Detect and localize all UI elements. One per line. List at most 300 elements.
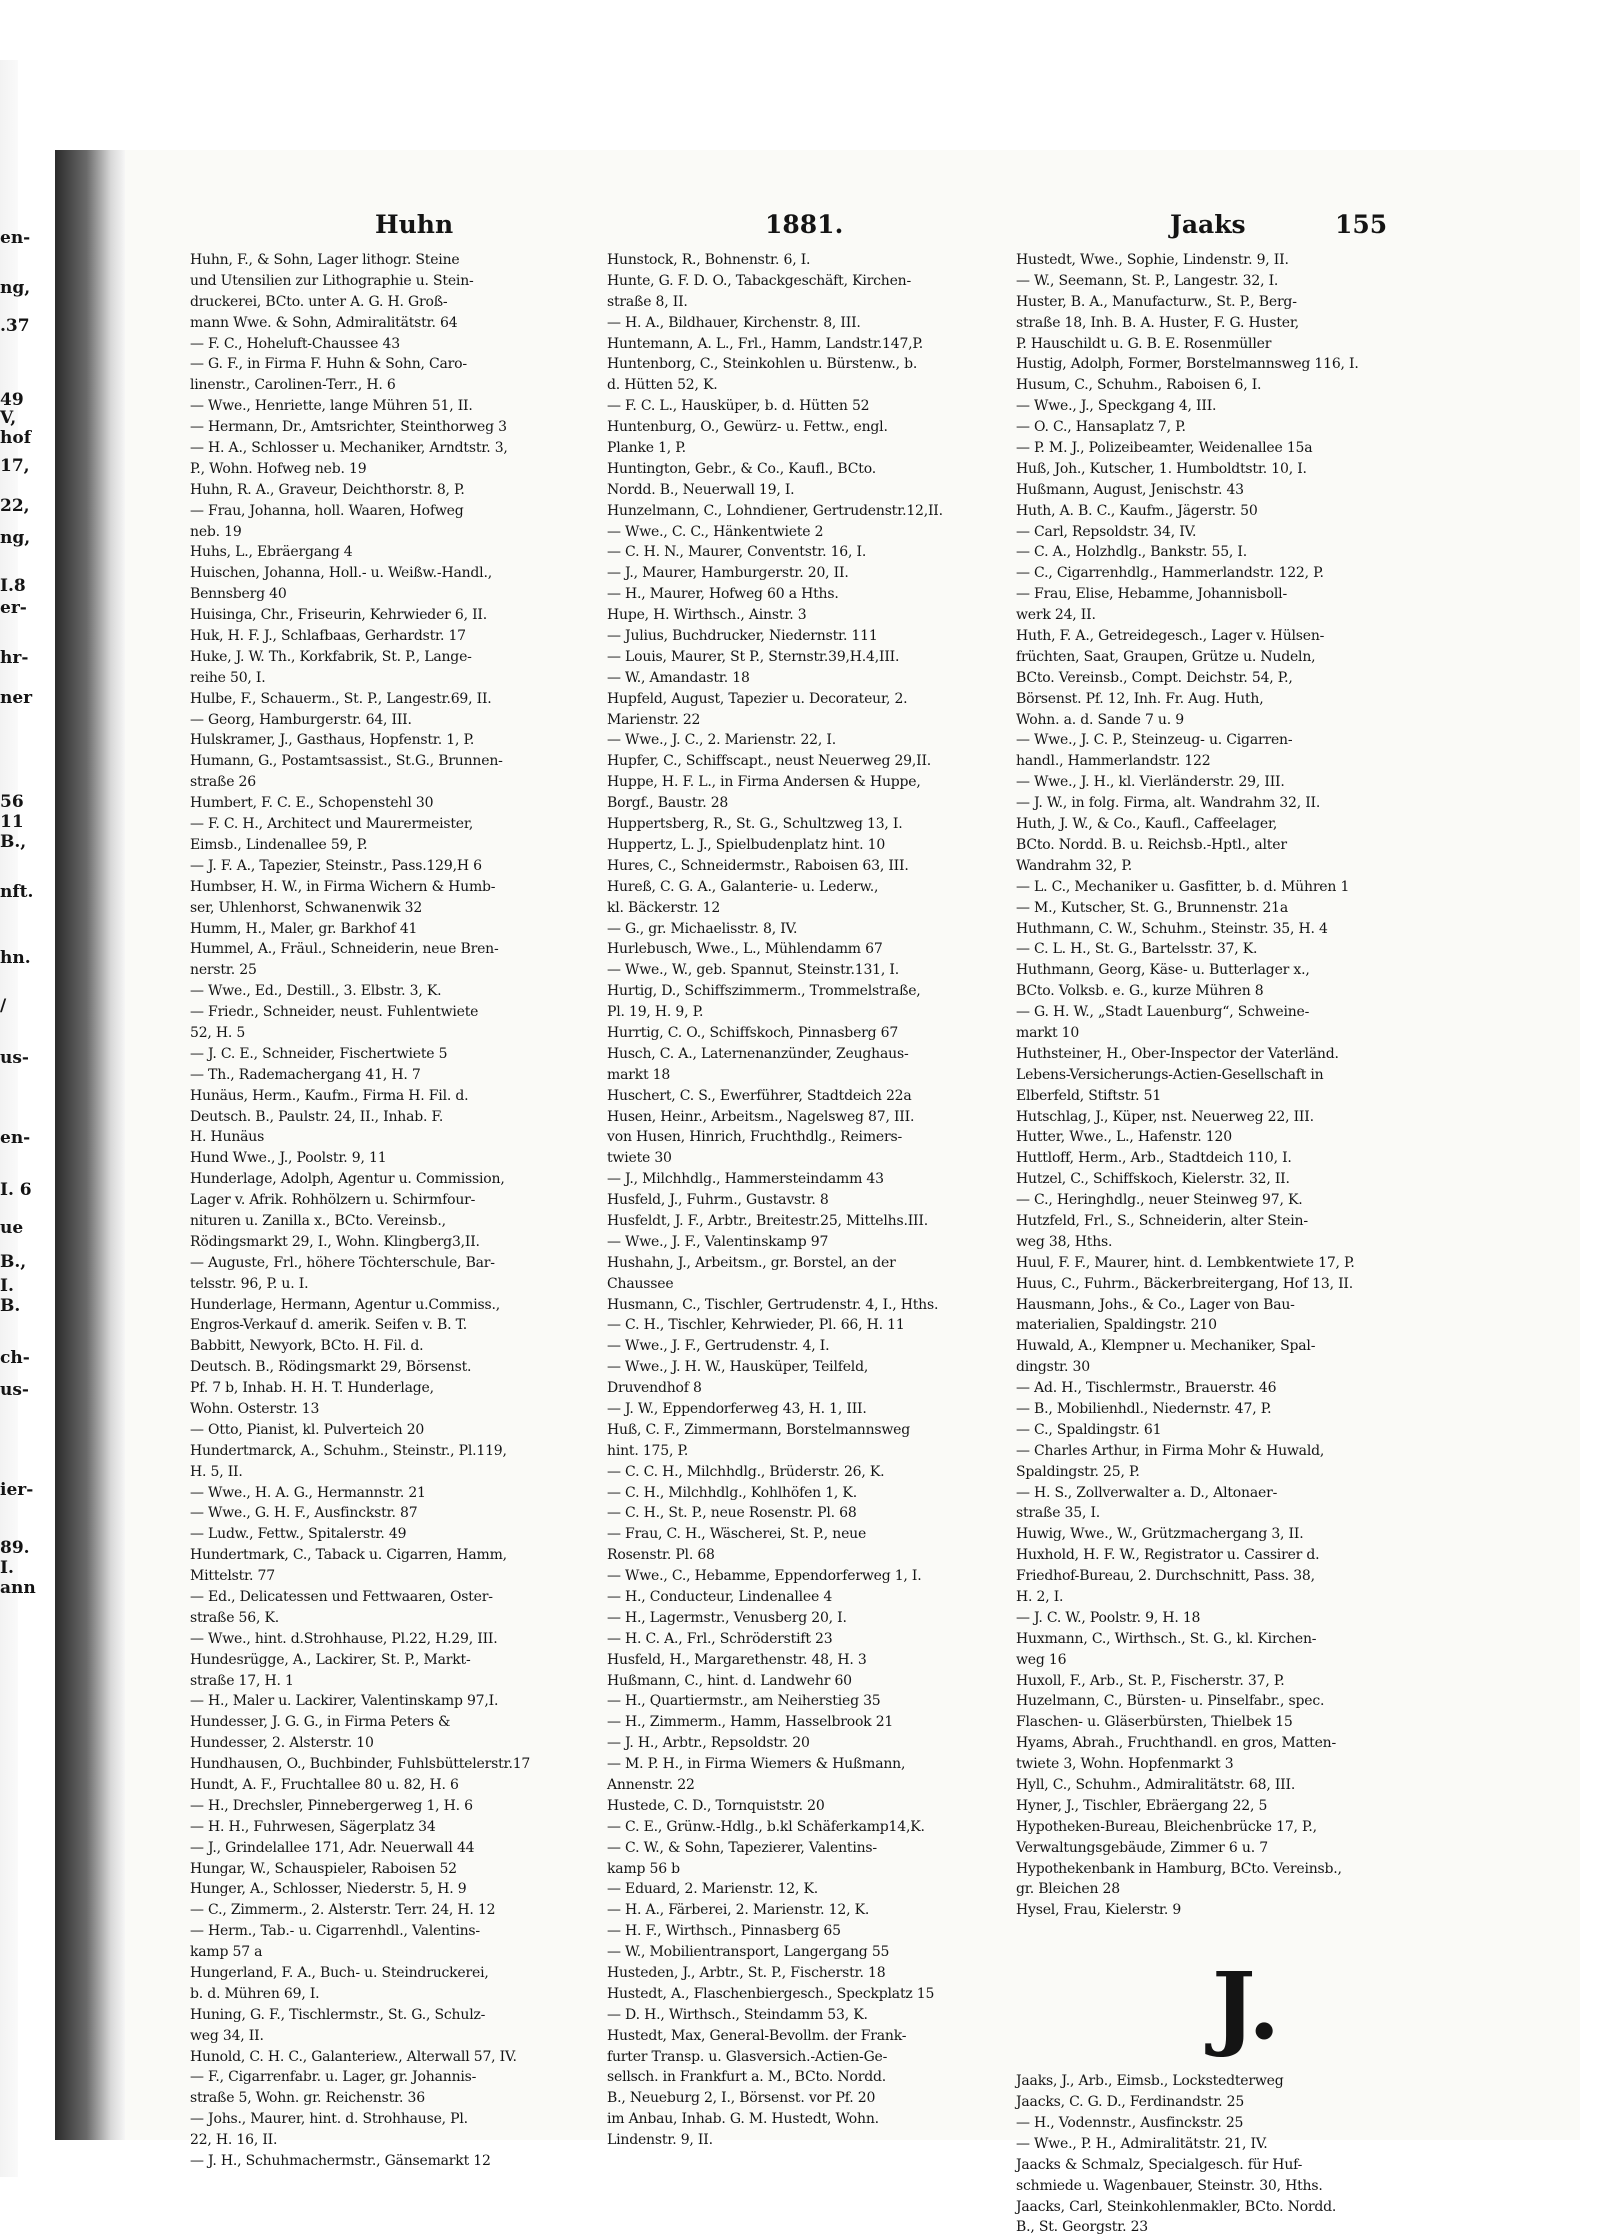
directory-entry-line: P., Wohn. Hofweg neb. 19 (190, 460, 367, 477)
directory-entry-line: Wohn. Osterstr. 13 (190, 1400, 320, 1417)
directory-entry-line: — J. C. E., Schneider, Fischertwiete 5 (190, 1045, 448, 1062)
directory-entry-line: Deutsch. B., Paulstr. 24, II., Inhab. F. (190, 1108, 444, 1125)
directory-entry-line: straße 5, Wohn. gr. Reichenstr. 36 (190, 2090, 425, 2107)
directory-entry-line: Hushahn, J., Arbeitsm., gr. Borstel, an der (607, 1254, 896, 1271)
directory-entry-line: BCto. Vereinsb., Compt. Deichstr. 54, P., (1016, 669, 1293, 686)
directory-entry-line: — H., Vodennstr., Ausfinckstr. 25 (1016, 2115, 1244, 2132)
directory-entry-line: Huttloff, Herm., Arb., Stadtdeich 110, I. (1016, 1150, 1292, 1167)
previous-page-fragment: hof (0, 428, 32, 448)
directory-entry-line: Wandrahm 32, P. (1016, 857, 1133, 874)
directory-entry-line: schmiede u. Wagenbauer, Steinstr. 30, Hths. (1016, 2177, 1323, 2194)
directory-entry-line: Husfeld, H., Margarethenstr. 48, H. 3 (607, 1651, 867, 1668)
previous-page-fragment: nft. (0, 882, 34, 902)
directory-entry-line: — Th., Rademachergang 41, H. 7 (190, 1066, 421, 1083)
previous-page-fragment: I.8 (0, 576, 26, 596)
directory-entry-line: Hunstock, R., Bohnenstr. 6, I. (607, 252, 811, 268)
directory-entry-line: Jaacks, Carl, Steinkohlenmakler, BCto. Nordd. (1016, 2198, 1337, 2215)
directory-entry-line: Huschert, C. S., Ewerführer, Stadtdeich 22a (607, 1087, 912, 1104)
previous-page-fragment: B., (0, 832, 27, 852)
directory-entry-line: Hundhausen, O., Buchbinder, Fuhlsbüttelerstr.17 (190, 1756, 531, 1773)
directory-entry-line: B., St. Georgstr. 23 (1016, 2219, 1148, 2236)
directory-entry-line: — J. C. W., Poolstr. 9, H. 18 (1016, 1609, 1201, 1626)
previous-page-fragment: ue (0, 1218, 24, 1238)
directory-entry-line: — H. C. A., Frl., Schröderstift 23 (607, 1630, 833, 1647)
previous-page-fragment: ch- (0, 1348, 30, 1368)
previous-page-fragment: ner (0, 688, 33, 708)
directory-entry-line: — J. F. A., Tapezier, Steinstr., Pass.129,H 6 (190, 857, 482, 874)
directory-entry-line: Hunold, C. H. C., Galanteriew., Alterwall 57, IV. (190, 2048, 517, 2065)
directory-entry-line: Lebens-Versicherungs-Actien-Gesellschaft in (1016, 1066, 1324, 1083)
directory-entry-line: Husfeld, J., Fuhrm., Gustavstr. 8 (607, 1192, 829, 1209)
directory-entry-line: Hunte, G. F. D. O., Tabackgeschäft, Kirchen- (607, 272, 911, 289)
directory-entry-line: Hysel, Frau, Kielerstr. 9 (1016, 1902, 1182, 1919)
directory-entry-line: — Hermann, Dr., Amtsrichter, Steinthorweg 3 (190, 419, 507, 436)
previous-page-fragment: .37 (0, 316, 30, 336)
directory-entry-line: Babbitt, Newyork, BCto. H. Fil. d. (190, 1338, 424, 1355)
directory-entry-line: Hungerland, F. A., Buch- u. Steindruckerei, (190, 1965, 489, 1982)
directory-entry-line: Huß, C. F., Zimmermann, Borstelmannsweg (607, 1421, 911, 1438)
directory-entry-line: ser, Uhlenhorst, Schwanenwik 32 (190, 899, 423, 916)
directory-entry-line: straße 18, Inh. B. A. Huster, F. G. Huster, (1016, 314, 1300, 331)
directory-entry-line: Husen, Heinr., Arbeitsm., Nagelsweg 87, III. (607, 1108, 915, 1125)
directory-entry-line: Hunäus, Herm., Kaufm., Firma H. Fil. d. (190, 1087, 469, 1104)
directory-entry-line: — W., Seemann, St. P., Langestr. 32, I. (1016, 272, 1279, 289)
directory-entry-line: Hundesser, 2. Alsterstr. 10 (190, 1735, 374, 1752)
directory-entry-line: 52, H. 5 (190, 1024, 246, 1041)
directory-entry-line: Mittelstr. 77 (190, 1568, 275, 1585)
directory-entry-line: Huppertsberg, R., St. G., Schultzweg 13, I. (607, 816, 903, 833)
directory-entry-line: Hyams, Abrah., Fruchthandl. en gros, Matten- (1016, 1735, 1337, 1752)
directory-entry-line: kl. Bäckerstr. 12 (607, 899, 721, 916)
directory-entry-line: — Georg, Hamburgerstr. 64, III. (190, 711, 412, 728)
previous-page-fragment: I. 6 (0, 1180, 32, 1200)
directory-entry-line: — P. M. J., Polizeibeamter, Weidenallee 15a (1016, 440, 1313, 457)
directory-entry-line: Huxmann, C., Wirthsch., St. G., kl. Kirchen- (1016, 1630, 1317, 1647)
directory-entry-line: — C., Heringhdlg., neuer Steinweg 97, K. (1016, 1192, 1303, 1209)
binding-shadow (55, 150, 125, 2140)
directory-entry-line: Hustedt, Max, General-Bevollm. der Frank- (607, 2027, 907, 2044)
directory-entry-line: Bennsberg 40 (190, 586, 287, 603)
header-page-number: 155 (1335, 210, 1388, 239)
directory-entry-line: Hustede, C. D., Tornquiststr. 20 (607, 1797, 825, 1814)
directory-entry-line: Huus, C., Fuhrm., Bäckerbreitergang, Hof 13, II. (1016, 1275, 1353, 1292)
directory-entry-line: Annenstr. 22 (607, 1777, 695, 1794)
directory-entry-line: B., Neueburg 2, I., Börsenst. vor Pf. 20 (607, 2090, 876, 2107)
directory-entry-line: — Wwe., J. F., Valentinskamp 97 (607, 1233, 829, 1250)
directory-entry-line: Flaschen- u. Gläserbürsten, Thielbek 15 (1016, 1714, 1293, 1731)
directory-entry-line: — M. P. H., in Firma Wiemers & Hußmann, (607, 1756, 906, 1773)
previous-page-fragment: 89. (0, 1538, 30, 1558)
directory-entry-line: Jaacks, C. G. D., Ferdinandstr. 25 (1016, 2094, 1245, 2111)
directory-entry-line: — C. C. H., Milchhdlg., Brüderstr. 26, K. (607, 1463, 885, 1480)
directory-entry-line: — J., Grindelallee 171, Adr. Neuerwall 44 (190, 1839, 475, 1856)
directory-entry-line: — G. F., in Firma F. Huhn & Sohn, Caro- (190, 356, 467, 373)
directory-entry-line: — F. C. H., Architect und Maurermeister, (190, 816, 474, 833)
directory-entry-line: — J., Maurer, Hamburgerstr. 20, II. (607, 565, 849, 582)
directory-entry-line: — J. W., Eppendorferweg 43, H. 1, III. (607, 1400, 867, 1417)
directory-entry-line: — Ludw., Fettw., Spitalerstr. 49 (190, 1526, 407, 1543)
directory-entry-line: markt 18 (607, 1066, 671, 1083)
directory-entry-line: Hunderlage, Hermann, Agentur u.Commiss., (190, 1296, 500, 1313)
directory-entry-line: Huntenborg, C., Steinkohlen u. Bürstenw., b. (607, 356, 918, 373)
previous-page-fragment: us- (0, 1380, 29, 1400)
directory-entry-line: — Ad. H., Tischlermstr., Brauerstr. 46 (1016, 1380, 1277, 1397)
directory-entry-line: Hungar, W., Schauspieler, Raboisen 52 (190, 1860, 457, 1877)
directory-entry-line: — J. H., Arbtr., Repsoldstr. 20 (607, 1735, 810, 1752)
directory-entry-line: Hyll, C., Schuhm., Admiralitätstr. 68, III. (1016, 1777, 1296, 1794)
directory-entry-line: Hulskramer, J., Gasthaus, Hopfenstr. 1, P. (190, 732, 475, 749)
directory-entry-line: Hausmann, Johs., & Co., Lager von Bau- (1016, 1296, 1295, 1313)
directory-entry-line: — L. C., Mechaniker u. Gasfitter, b. d. Mühren 1 (1016, 878, 1350, 895)
directory-entry-line: Hures, C., Schneidermstr., Raboisen 63, III. (607, 857, 909, 874)
directory-entry-line: Hutschlag, J., Küper, nst. Neuerweg 22, III. (1016, 1108, 1314, 1125)
directory-entry-line: Hustig, Adolph, Former, Borstelmannsweg 116, I. (1016, 356, 1359, 373)
directory-entry-line: — H., Quartiermstr., am Neiherstieg 35 (607, 1693, 881, 1710)
header-left-keyword: Huhn (375, 210, 454, 239)
directory-entry-line: furter Transp. u. Glasversich.-Actien-Ge- (607, 2048, 888, 2065)
previous-page-fragment: ann (0, 1578, 36, 1598)
directory-entry-line: — Wwe., J. H. W., Hausküper, Teilfeld, (607, 1359, 869, 1376)
directory-entry-line: Friedhof-Bureau, 2. Durchschnitt, Pass. 38, (1016, 1568, 1315, 1585)
previous-page-fragment: B. (0, 1296, 21, 1316)
previous-page-fragment: us- (0, 1048, 29, 1068)
directory-entry-line: Hunzelmann, C., Lohndiener, Gertrudenstr.12,II. (607, 502, 943, 519)
directory-entry-line: dingstr. 30 (1016, 1359, 1090, 1376)
directory-entry-line: Druvendhof 8 (607, 1380, 702, 1397)
directory-entry-line: Hyner, J., Tischler, Ebräergang 22, 5 (1016, 1797, 1268, 1814)
previous-page-fragment: I. (0, 1276, 14, 1296)
directory-entry-line: Hustedt, A., Flaschenbiergesch., Speckplatz 15 (607, 1985, 935, 2002)
directory-entry-line: — C. H., St. P., neue Rosenstr. Pl. 68 (607, 1505, 857, 1522)
directory-entry-line: — Frau, C. H., Wäscherei, St. P., neue (607, 1526, 867, 1543)
directory-entry-line: Hunderlage, Adolph, Agentur u. Commission, (190, 1171, 505, 1188)
directory-entry-line: sellsch. in Frankfurt a. M., BCto. Nordd. (607, 2069, 886, 2086)
directory-entry-line: Huul, F. F., Maurer, hint. d. Lembkentwiete 17, P. (1016, 1254, 1355, 1271)
previous-page-fragment: hr- (0, 648, 29, 668)
directory-entry-line: weg 34, II. (190, 2027, 264, 2044)
directory-entry-line: kamp 57 a (190, 1944, 263, 1961)
directory-entry-line: Hundertmark, C., Taback u. Cigarren, Hamm, (190, 1547, 507, 1564)
directory-entry-line: reihe 50, I. (190, 669, 266, 686)
directory-entry-line: Hupe, H. Wirthsch., Ainstr. 3 (607, 607, 807, 624)
directory-entry-line: — D. H., Wirthsch., Steindamm 53, K. (607, 2006, 868, 2023)
directory-entry-line: — Otto, Pianist, kl. Pulverteich 20 (190, 1421, 425, 1438)
previous-page-fragment: B., (0, 1252, 27, 1272)
directory-entry-line: — Wwe., J. F., Gertrudenstr. 4, I. (607, 1338, 830, 1355)
directory-entry-line: Huisinga, Chr., Friseurin, Kehrwieder 6, II. (190, 607, 488, 624)
directory-entry-line: — Friedr., Schneider, neust. Fuhlentwiete (190, 1004, 479, 1021)
directory-entry-line: — O. C., Hansaplatz 7, P. (1016, 419, 1186, 436)
directory-entry-line: — J. W., in folg. Firma, alt. Wandrahm 32, II. (1016, 795, 1321, 812)
directory-entry-line: Huhn, F., & Sohn, Lager lithogr. Steine (190, 252, 460, 268)
directory-entry-line: — H. F., Wirthsch., Pinnasberg 65 (607, 1923, 841, 1940)
directory-entry-line: Hundesrügge, A., Lackirer, St. P., Markt- (190, 1651, 471, 1668)
directory-entry-line: — Wwe., C., Hebamme, Eppendorferweg 1, I. (607, 1568, 922, 1585)
directory-entry-line: P. Hauschildt u. G. B. E. Rosenmüller (1016, 335, 1272, 352)
previous-page-fragment: en- (0, 1128, 31, 1148)
directory-entry-line: früchten, Saat, Graupen, Grütze u. Nudeln, (1016, 648, 1316, 665)
directory-entry-line: Humbert, F. C. E., Schopenstehl 30 (190, 795, 434, 812)
column-3-entries-j (1016, 2071, 1476, 2238)
directory-column-1 (190, 250, 615, 2170)
directory-entry-line: — C., Cigarrenhdlg., Hammerlandstr. 122, P. (1016, 565, 1324, 582)
directory-entry-line: — H., Lagermstr., Venusberg 20, I. (607, 1609, 847, 1626)
directory-entry-line: — C., Spaldingstr. 61 (1016, 1421, 1162, 1438)
directory-entry-line: Huth, A. B. C., Kaufm., Jägerstr. 50 (1016, 502, 1258, 519)
directory-entry-line: — Wwe., H. A. G., Hermannstr. 21 (190, 1484, 426, 1501)
directory-entry-line: Hunger, A., Schlosser, Niederstr. 5, H. 9 (190, 1881, 467, 1898)
directory-entry-line: Huxoll, F., Arb., St. P., Fischerstr. 37, P. (1016, 1672, 1285, 1689)
directory-entry-line: weg 16 (1016, 1651, 1067, 1668)
previous-page-fragment: 49 (0, 390, 24, 410)
directory-entry-line: — G., gr. Michaelisstr. 8, IV. (607, 920, 798, 937)
directory-entry-line: BCto. Nordd. B. u. Reichsb.-Hptl., alter (1016, 836, 1287, 853)
directory-entry-line: materialien, Spaldingstr. 210 (1016, 1317, 1217, 1334)
directory-entry-line: — Frau, Elise, Hebamme, Johannisboll- (1016, 586, 1287, 603)
directory-entry-line: — C. L. H., St. G., Bartelsstr. 37, K. (1016, 941, 1258, 958)
directory-entry-line: Husum, C., Schuhm., Raboisen 6, I. (1016, 377, 1262, 394)
directory-entry-line: straße 35, I. (1016, 1505, 1101, 1522)
directory-entry-line: — Carl, Repsoldstr. 34, IV. (1016, 523, 1197, 540)
directory-entry-line: — W., Amandastr. 18 (607, 669, 750, 686)
directory-entry-line: Rödingsmarkt 29, I., Wohn. Klingberg3,II. (190, 1233, 480, 1250)
directory-entry-line: — C. E., Grünw.-Hdlg., b.kl Schäferkamp14,K. (607, 1818, 925, 1835)
directory-entry-line: Hutter, Wwe., L., Hafenstr. 120 (1016, 1129, 1232, 1146)
directory-entry-line: Pl. 19, H. 9, P. (607, 1004, 704, 1021)
directory-entry-line: — Wwe., Ed., Destill., 3. Elbstr. 3, K. (190, 983, 442, 1000)
directory-entry-line: Huzelmann, C., Bürsten- u. Pinselfabr., spec. (1016, 1693, 1325, 1710)
directory-entry-line: Huß, Joh., Kutscher, 1. Humboldtstr. 10, I. (1016, 460, 1307, 477)
directory-entry-line: — Wwe., Henriette, lange Mühren 51, II. (190, 398, 473, 415)
directory-entry-line: Hureß, C. G. A., Galanterie- u. Lederw., (607, 878, 879, 895)
directory-entry-line: — Frau, Johanna, holl. Waaren, Hofweg (190, 502, 464, 519)
directory-entry-line: — F., Cigarrenfabr. u. Lager, gr. Johannis- (190, 2069, 477, 2086)
directory-entry-line: Hupfer, C., Schiffscapt., neust Neuerweg 29,II. (607, 753, 932, 770)
directory-entry-line: Hurrtig, C. O., Schiffskoch, Pinnasberg 67 (607, 1024, 899, 1041)
directory-entry-line: Humann, G., Postamtsassist., St.G., Brunnen- (190, 753, 503, 770)
directory-entry-line: Hußmann, C., hint. d. Landwehr 60 (607, 1672, 852, 1689)
directory-entry-line: Eimsb., Lindenallee 59, P. (190, 836, 368, 853)
directory-entry-line: Planke 1, P. (607, 440, 686, 457)
directory-entry-line: — Wwe., W., geb. Spannut, Steinstr.131, I. (607, 962, 899, 979)
directory-entry-line: straße 17, H. 1 (190, 1672, 294, 1689)
directory-entry-line: — J. H., Schuhmachermstr., Gänsemarkt 12 (190, 2153, 491, 2170)
directory-entry-line: Spaldingstr. 25, P. (1016, 1463, 1140, 1480)
previous-page-fragment: I. (0, 1558, 14, 1578)
directory-entry-line: — Wwe., hint. d.Strohhause, Pl.22, H.29, III. (190, 1630, 498, 1647)
directory-entry-line: Huk, H. F. J., Schlafbaas, Gerhardstr. 17 (190, 628, 466, 645)
directory-column-3 (1016, 250, 1476, 2236)
directory-entry-line: linenstr., Carolinen-Terr., H. 6 (190, 377, 396, 394)
directory-entry-line: Hustedt, Wwe., Sophie, Lindenstr. 9, II. (1016, 252, 1289, 268)
directory-entry-line: Husteden, J., Arbtr., St. P., Fischerstr. 18 (607, 1965, 886, 1982)
directory-entry-line: Hypothekenbank in Hamburg, BCto. Vereinsb., (1016, 1860, 1342, 1877)
previous-page-fragment: 56 (0, 792, 24, 812)
directory-entry-line: Jaaks, J., Arb., Eimsb., Lockstedterweg (1016, 2073, 1284, 2090)
directory-entry-line: straße 8, II. (607, 293, 688, 310)
previous-page-fragment: / (0, 996, 7, 1016)
previous-page-fragment: ier- (0, 1480, 34, 1500)
directory-entry-line: Huth, F. A., Getreidegesch., Lager v. Hülsen- (1016, 628, 1325, 645)
directory-entry-line: — H. A., Färberei, 2. Marienstr. 12, K. (607, 1902, 870, 1919)
directory-entry-line: — F. C. L., Hausküper, b. d. Hütten 52 (607, 398, 870, 415)
directory-entry-line: Hurlebusch, Wwe., L., Mühlendamm 67 (607, 941, 883, 958)
directory-entry-line: werk 24, II. (1016, 607, 1096, 624)
directory-entry-line: Huke, J. W. Th., Korkfabrik, St. P., Lange- (190, 648, 472, 665)
directory-entry-line: Hutzfeld, Frl., S., Schneiderin, alter Stein- (1016, 1212, 1308, 1229)
directory-entry-line: telsstr. 96, P. u. I. (190, 1275, 309, 1292)
directory-entry-line: — H. H., Fuhrwesen, Sägerplatz 34 (190, 1818, 436, 1835)
directory-entry-line: Lindenstr. 9, II. (607, 2132, 713, 2149)
directory-entry-line: — Ed., Delicatessen und Fettwaaren, Oster- (190, 1589, 493, 1605)
directory-entry-line: — C. A., Holzhdlg., Bankstr. 55, I. (1016, 544, 1247, 561)
directory-entry-line: Humbser, H. W., in Firma Wichern & Humb- (190, 878, 496, 895)
directory-entry-line: H. 2, I. (1016, 1589, 1064, 1605)
directory-entry-line: — B., Mobilienhdl., Niedernstr. 47, P. (1016, 1400, 1272, 1417)
directory-entry-line: Lager v. Afrik. Rohhölzern u. Schirmfour- (190, 1192, 476, 1209)
directory-entry-line: — H., Maurer, Hofweg 60 a Hths. (607, 586, 839, 603)
directory-entry-line: Hußmann, August, Jenischstr. 43 (1016, 481, 1244, 498)
directory-entry-line: Börsenst. Pf. 12, Inh. Fr. Aug. Huth, (1016, 690, 1264, 707)
directory-entry-line: Huischen, Johanna, Holl.- u. Weißw.-Handl., (190, 565, 492, 582)
directory-entry-line: twiete 3, Wohn. Hopfenmarkt 3 (1016, 1756, 1234, 1773)
directory-entry-line: Hund Wwe., J., Poolstr. 9, 11 (190, 1150, 387, 1167)
directory-entry-line: Huthmann, Georg, Käse- u. Butterlager x., (1016, 962, 1310, 979)
directory-entry-line: — C. W., & Sohn, Tapezierer, Valentins- (607, 1839, 877, 1856)
directory-entry-line: von Husen, Hinrich, Fruchthdlg., Reimers- (607, 1129, 902, 1146)
header-right-keyword: Jaaks (1170, 210, 1246, 239)
directory-entry-line: Hummel, A., Fräul., Schneiderin, neue Bren- (190, 941, 499, 958)
directory-entry-line: — G. H. W., „Stadt Lauenburg“, Schweine- (1016, 1004, 1310, 1021)
directory-entry-line: Rosenstr. Pl. 68 (607, 1547, 715, 1564)
directory-entry-line: hint. 175, P. (607, 1442, 689, 1459)
directory-entry-line: druckerei, BCto. unter A. G. H. Groß- (190, 293, 448, 310)
directory-entry-line: Huwald, A., Klempner u. Mechaniker, Spal- (1016, 1338, 1316, 1355)
directory-entry-line: Huning, G. F., Tischlermstr., St. G., Schulz- (190, 2006, 486, 2023)
previous-page-fragment: 17, (0, 456, 30, 476)
directory-entry-line: Elberfeld, Stiftstr. 51 (1016, 1087, 1162, 1104)
directory-entry-line: Deutsch. B., Rödingsmarkt 29, Börsenst. (190, 1359, 472, 1376)
directory-entry-line: — Wwe., J. H., kl. Vierländerstr. 29, III. (1016, 774, 1285, 791)
directory-entry-line: — H. S., Zollverwalter a. D., Altonaer- (1016, 1484, 1278, 1501)
directory-entry-line: Engros-Verkauf d. amerik. Seifen v. B. T. (190, 1317, 467, 1334)
previous-page-fragment: 22, (0, 496, 30, 516)
directory-entry-line: Nordd. B., Neuerwall 19, I. (607, 481, 795, 498)
previous-page-fragment: hn. (0, 948, 31, 968)
directory-column-2 (607, 250, 1032, 2149)
directory-entry-line: Hundertmarck, A., Schuhm., Steinstr., Pl.119, (190, 1442, 507, 1459)
directory-entry-line: Huppe, H. F. L., in Firma Andersen & Huppe, (607, 774, 921, 791)
page-header (185, 210, 1525, 250)
directory-entry-line: Husch, C. A., Laternenanzünder, Zeughaus- (607, 1045, 909, 1062)
previous-page-fragment: er- (0, 598, 27, 618)
directory-entry-line: — H. A., Bildhauer, Kirchenstr. 8, III. (607, 314, 861, 331)
directory-entry-line: — Herm., Tab.- u. Cigarrenhdl., Valentins- (190, 1923, 480, 1940)
section-letter: J. (1211, 1952, 1281, 2061)
directory-entry-line: — H., Conducteur, Lindenallee 4 (607, 1589, 833, 1605)
directory-entry-line: — Charles Arthur, in Firma Mohr & Huwald, (1016, 1442, 1325, 1459)
directory-entry-line: b. d. Mühren 69, I. (190, 1985, 320, 2002)
directory-entry-line: — Wwe., J. C., 2. Marienstr. 22, I. (607, 732, 836, 749)
directory-entry-line: — J., Milchhdlg., Hammersteindamm 43 (607, 1171, 884, 1188)
directory-entry-line: Borgf., Baustr. 28 (607, 795, 729, 812)
directory-entry-line: Huntington, Gebr., & Co., Kaufl., BCto. (607, 460, 876, 477)
directory-entry-line: kamp 56 b (607, 1860, 680, 1877)
directory-entry-line: — Auguste, Frl., höhere Töchterschule, Bar- (190, 1254, 495, 1271)
directory-entry-line: Husmann, C., Tischler, Gertrudenstr. 4, I., Hths. (607, 1296, 939, 1313)
directory-entry-line: Hulbe, F., Schauerm., St. P., Langestr.69, II. (190, 690, 492, 707)
directory-entry-line: Jaacks & Schmalz, Specialgesch. für Huf- (1016, 2156, 1303, 2173)
previous-page-fragment: en- (0, 228, 31, 248)
directory-entry-line: markt 10 (1016, 1024, 1080, 1041)
directory-entry-line: — C. H. N., Maurer, Conventstr. 16, I. (607, 544, 867, 561)
directory-entry-line: Huwig, Wwe., W., Grützmachergang 3, II. (1016, 1526, 1304, 1543)
directory-entry-line: — Wwe., J., Speckgang 4, III. (1016, 398, 1217, 415)
directory-entry-line: — Wwe., G. H. F., Ausfinckstr. 87 (190, 1505, 418, 1522)
directory-entry-line: Huntemann, A. L., Frl., Hamm, Landstr.147,P. (607, 335, 924, 352)
directory-entry-line: H. 5, II. (190, 1463, 243, 1480)
directory-entry-line: Husfeldt, J. F., Arbtr., Breitestr.25, Mittelhs.III. (607, 1212, 928, 1229)
header-year: 1881. (765, 210, 844, 239)
directory-entry-line: Hupfeld, August, Tapezier u. Decorateur, 2. (607, 690, 908, 707)
directory-entry-line: Huhn, R. A., Graveur, Deichthorstr. 8, P. (190, 481, 465, 498)
previous-page-fragment: ng, (0, 278, 31, 298)
directory-entry-line: Chaussee (607, 1275, 674, 1292)
previous-page-fragment: ng, (0, 528, 31, 548)
directory-entry-line: Huntenburg, O., Gewürz- u. Fettw., engl. (607, 419, 888, 436)
directory-entry-line: weg 38, Hths. (1016, 1233, 1113, 1250)
directory-entry-line: mann Wwe. & Sohn, Admiralitätstr. 64 (190, 314, 458, 331)
directory-entry-line: gr. Bleichen 28 (1016, 1881, 1120, 1898)
directory-entry-line: Huxhold, H. F. W., Registrator u. Cassirer d. (1016, 1547, 1320, 1564)
directory-entry-line: neb. 19 (190, 523, 242, 540)
directory-entry-line: — F. C., Hoheluft-Chaussee 43 (190, 335, 400, 352)
directory-entry-line: — Wwe., C. C., Hänkentwiete 2 (607, 523, 824, 540)
directory-entry-line: — M., Kutscher, St. G., Brunnenstr. 21a (1016, 899, 1289, 916)
directory-entry-line: — H. A., Schlosser u. Mechaniker, Arndtstr. 3, (190, 440, 508, 457)
directory-entry-line: — H., Zimmerm., Hamm, Hasselbrook 21 (607, 1714, 894, 1731)
directory-entry-line: Hutzel, C., Schiffskoch, Kielerstr. 32, II. (1016, 1171, 1290, 1188)
directory-entry-line: — C. H., Milchhdlg., Kohlhöfen 1, K. (607, 1484, 857, 1501)
directory-entry-line: Huthmann, C. W., Schuhm., Steinstr. 35, H. 4 (1016, 920, 1328, 937)
directory-entry-line: Huthsteiner, H., Ober-Inspector der Vaterländ. (1016, 1045, 1339, 1062)
directory-entry-line: Humm, H., Maler, gr. Barkhof 41 (190, 920, 418, 937)
previous-page-fragment: 11 (0, 812, 24, 832)
directory-entry-line: Hundt, A. F., Fruchtallee 80 u. 82, H. 6 (190, 1777, 459, 1794)
directory-entry-line: im Anbau, Inhab. G. M. Hustedt, Wohn. (607, 2111, 879, 2128)
directory-entry-line: — Julius, Buchdrucker, Niedernstr. 111 (607, 628, 878, 645)
directory-entry-line: Wohn. a. d. Sande 7 u. 9 (1016, 711, 1184, 728)
directory-entry-line: Huppertz, L. J., Spielbudenplatz hint. 10 (607, 836, 886, 853)
directory-entry-line: — H., Drechsler, Pinnebergerweg 1, H. 6 (190, 1797, 473, 1814)
scan-edge (0, 60, 21, 2177)
directory-entry-line: und Utensilien zur Lithographie u. Stein- (190, 272, 474, 289)
directory-entry-line: straße 56, K. (190, 1609, 279, 1626)
directory-entry-line: Huth, J. W., & Co., Kaufl., Caffeelager, (1016, 816, 1278, 833)
column-3-entries-h (1016, 250, 1476, 1921)
directory-entry-line: — H., Maler u. Lackirer, Valentinskamp 97,I. (190, 1693, 499, 1710)
directory-entry-line: nituren u. Zanilla x., BCto. Vereinsb., (190, 1212, 446, 1229)
directory-entry-line: — Eduard, 2. Marienstr. 12, K. (607, 1881, 819, 1898)
directory-entry-line: — C. H., Tischler, Kehrwieder, Pl. 66, H. 11 (607, 1317, 905, 1334)
directory-entry-line: H. Hunäus (190, 1129, 265, 1146)
previous-page-fragment: V, (0, 408, 17, 428)
directory-entry-line: Verwaltungsgebäude, Zimmer 6 u. 7 (1016, 1839, 1268, 1856)
directory-entry-line: Hurtig, D., Schiffszimmerm., Trommelstraße, (607, 983, 921, 1000)
directory-entry-line: — Louis, Maurer, St P., Sternstr.39,H.4,III. (607, 648, 900, 665)
directory-entry-line: Hundesser, J. G. G., in Firma Peters & (190, 1714, 451, 1731)
directory-entry-line: — C., Zimmerm., 2. Alsterstr. Terr. 24, H. 12 (190, 1902, 496, 1919)
